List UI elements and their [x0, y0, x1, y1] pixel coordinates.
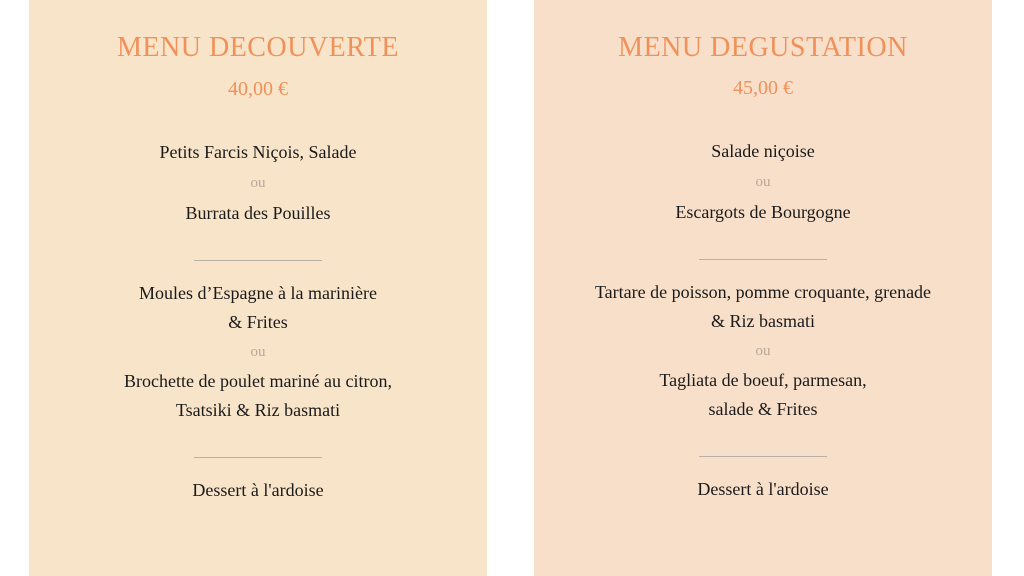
- menu-card-decouverte: [29, 0, 487, 576]
- dessert-line: Dessert à l'ardoise: [697, 479, 829, 499]
- main-option-1-line-1: Moules d’Espagne à la marinière: [139, 283, 377, 303]
- or-separator: ou: [755, 343, 771, 359]
- starter-option-2: Escargots de Bourgogne: [675, 202, 851, 222]
- main-option-2-line-2: salade & Frites: [708, 399, 818, 419]
- section-divider: [194, 260, 322, 261]
- section-divider: [194, 457, 322, 458]
- or-separator: ou: [755, 174, 771, 190]
- menu-title: MENU DEGUSTATION: [618, 32, 908, 63]
- menu-card-degustation: [534, 0, 992, 576]
- starter-option-2: Burrata des Pouilles: [185, 203, 331, 223]
- section-divider: [699, 259, 827, 260]
- main-option-1-line-2: & Frites: [228, 312, 288, 332]
- menu-price: 45,00 €: [733, 77, 793, 99]
- starter-option-1: Salade niçoise: [711, 141, 815, 161]
- or-separator: ou: [250, 175, 266, 191]
- main-option-1-line-1: Tartare de poisson, pomme croquante, grenade: [594, 282, 932, 302]
- main-option-2-line-1: Brochette de poulet mariné au citron,: [124, 371, 392, 391]
- or-separator: ou: [250, 344, 266, 360]
- menu-price: 40,00 €: [228, 78, 288, 100]
- main-option-2-line-2: Tsatsiki & Riz basmati: [175, 400, 341, 420]
- dessert-line: Dessert à l'ardoise: [192, 480, 324, 500]
- main-option-1-line-2: & Riz basmati: [711, 311, 815, 331]
- section-divider: [699, 456, 827, 457]
- starter-option-1: Petits Farcis Niçois, Salade: [159, 142, 357, 162]
- main-option-2-line-1: Tagliata de boeuf, parmesan,: [659, 370, 867, 390]
- menu-title: MENU DECOUVERTE: [117, 32, 399, 63]
